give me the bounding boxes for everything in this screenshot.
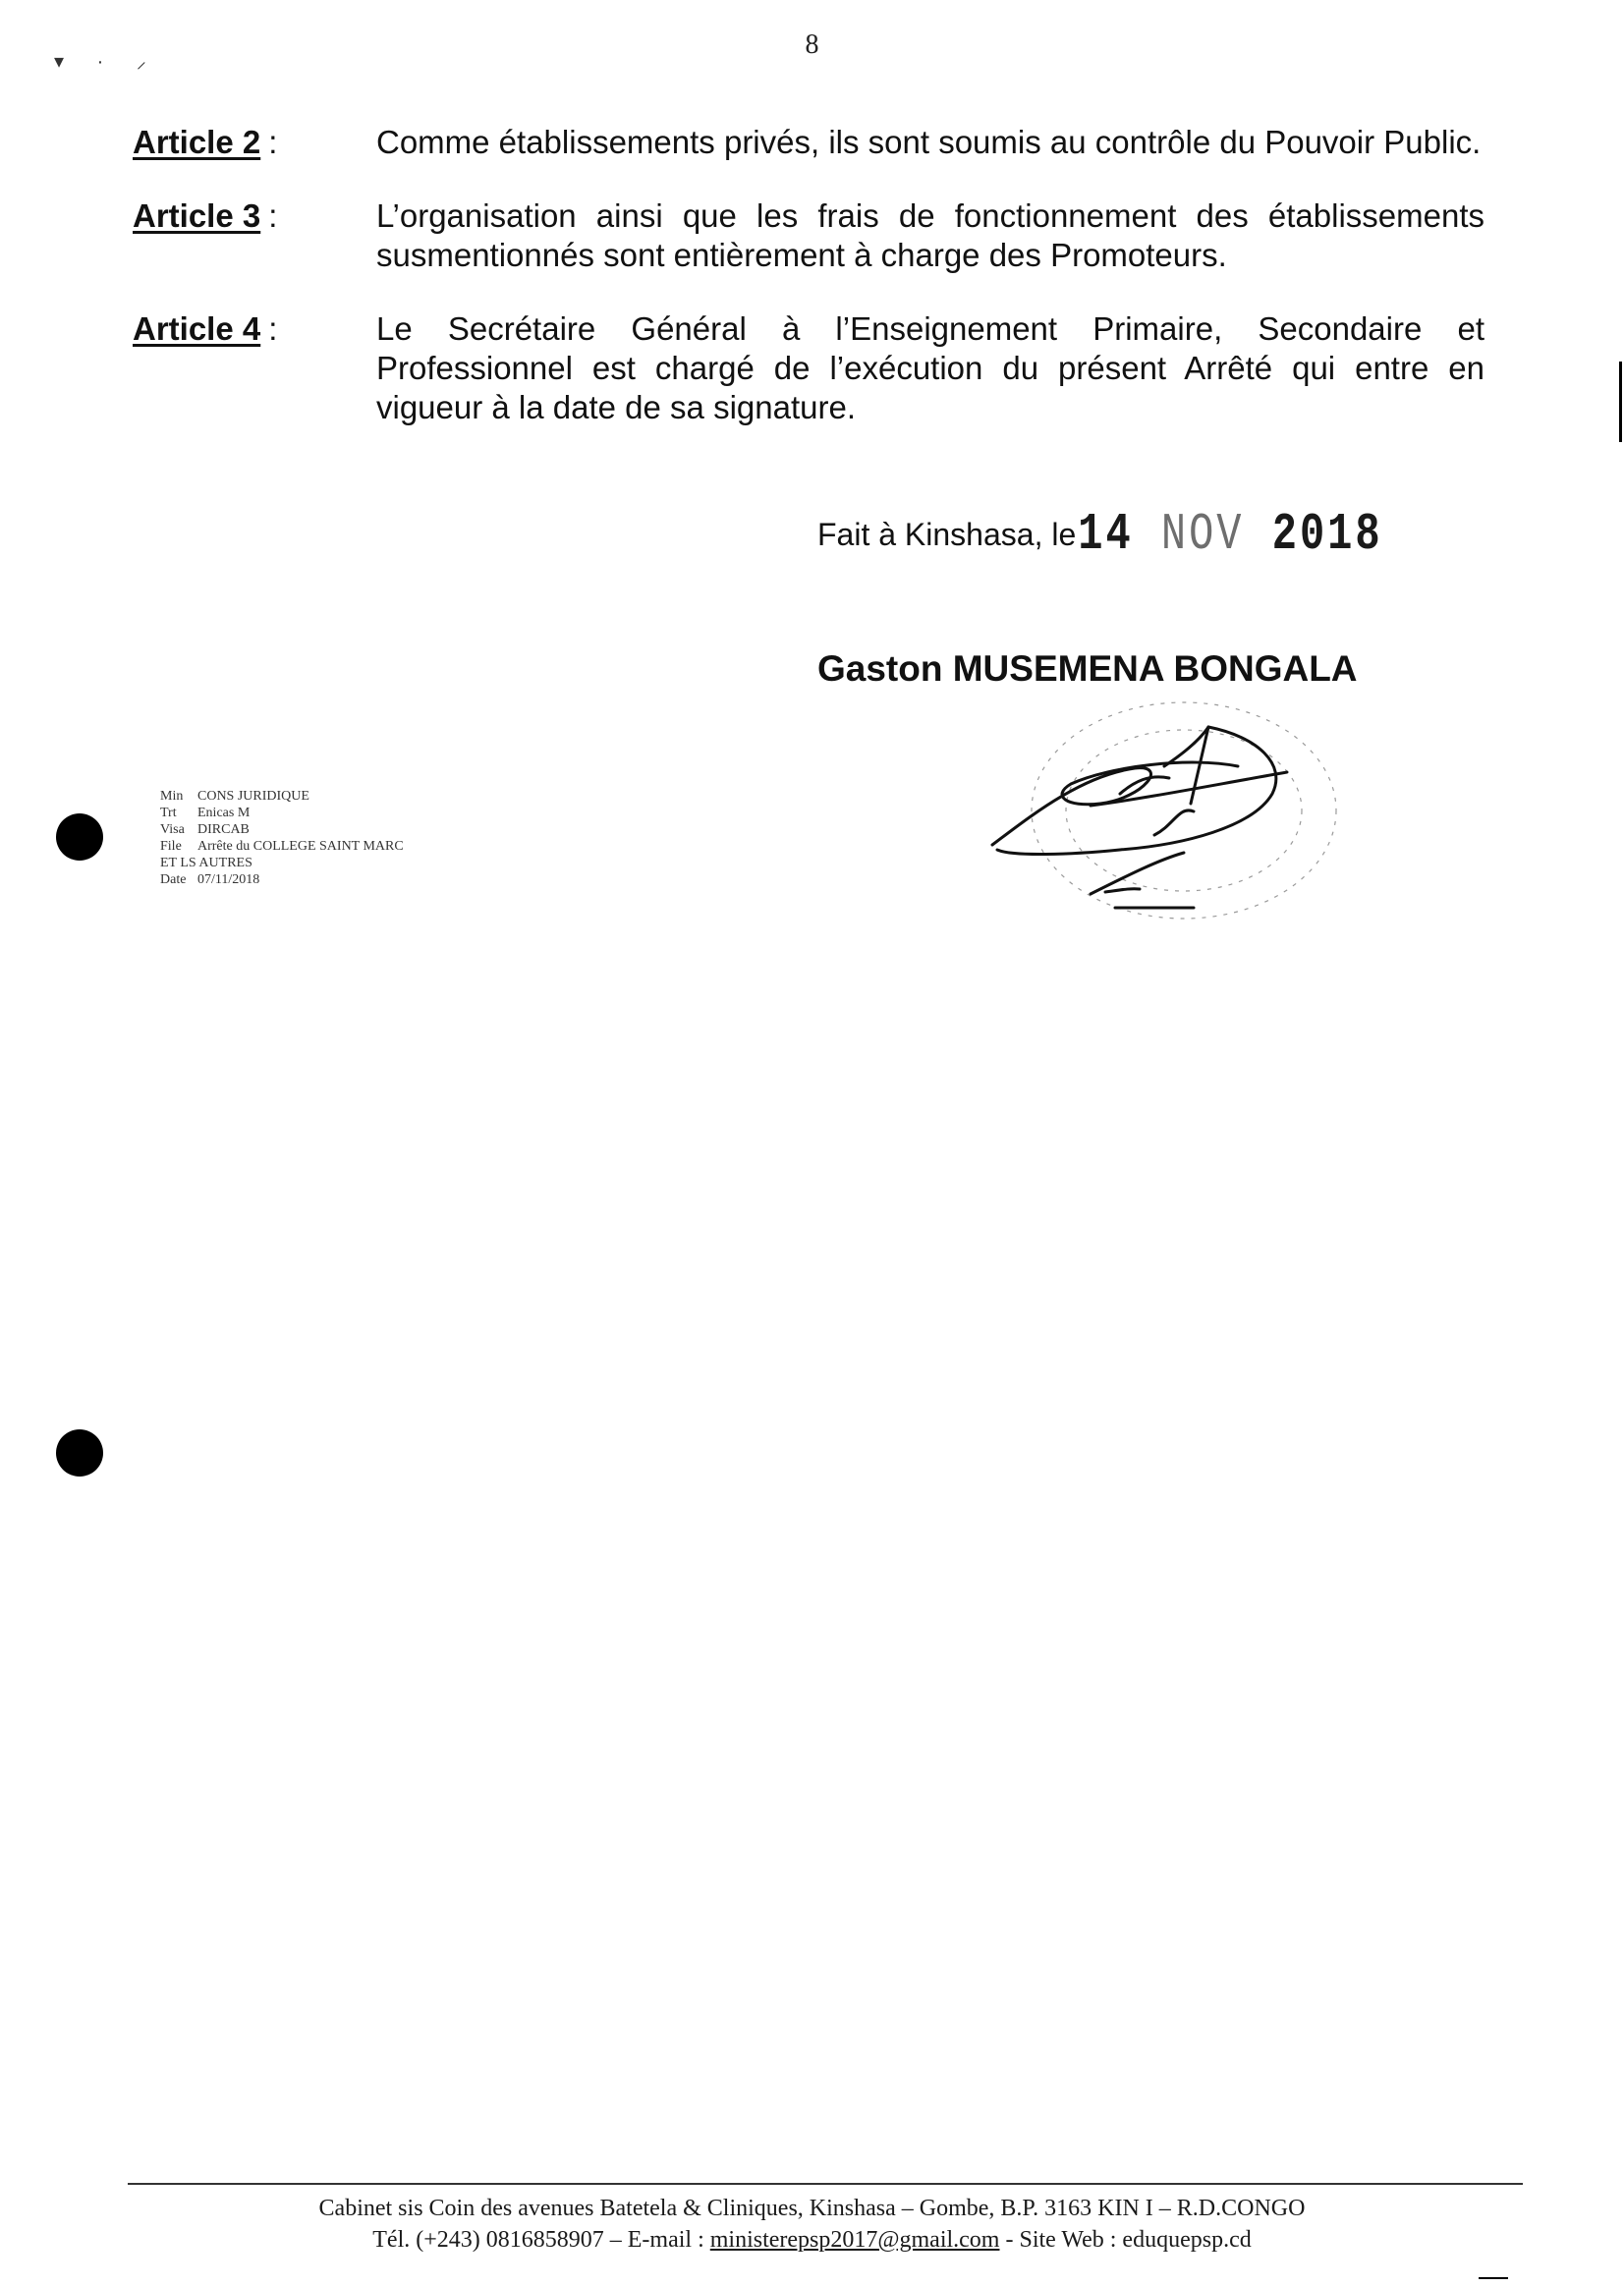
footer-contact: Tél. (+243) 0816858907 – E-mail : ministerepsp2017@gmail.com - Site Web : eduquepsp.cd xyxy=(372,2227,1252,2253)
article-4 xyxy=(133,309,1488,427)
signatory-name: Gaston MUSEMENA BONGALA xyxy=(817,648,1358,689)
punch-hole xyxy=(56,1429,103,1477)
reference-row: Visa DIRCAB xyxy=(160,822,250,837)
date-stamp xyxy=(1078,505,1382,564)
article-label: Article 4 xyxy=(133,310,261,347)
footer-address: Cabinet sis Coin des avenues Batetela & Cliniques, Kinshasa – Gombe, B.P. 3163 KIN I – R.D.CONGO xyxy=(318,2196,1306,2221)
reference-row: ET LS AUTRES xyxy=(160,856,252,870)
footer-rule xyxy=(128,2183,1523,2185)
article-2 xyxy=(133,123,1488,162)
reference-row: Trt Enicas M xyxy=(160,806,251,820)
place-date-line xyxy=(817,505,1383,564)
handwritten-signature xyxy=(973,688,1385,953)
reference-row: Min CONS JURIDIQUE xyxy=(160,789,309,804)
stamp-month: NOV xyxy=(1160,505,1245,564)
signature-strokes xyxy=(992,727,1287,908)
footer-email-link[interactable]: ministerepsp2017@gmail.com xyxy=(709,2227,1000,2253)
article-colon: : xyxy=(268,310,278,347)
article-3 xyxy=(133,196,1488,275)
reference-row: Date 07/11/2018 xyxy=(160,872,260,887)
reference-block xyxy=(160,788,404,888)
article-label: Article 3 xyxy=(133,197,261,234)
article-colon: : xyxy=(268,124,278,160)
footer xyxy=(0,2193,1624,2256)
article-text: Le Secrétaire Général à l’Enseignement Primaire, Secondaire et Professionnel est chargé de l’exécution du présent Arrêté qui entre en vigueur à la date de sa signature. xyxy=(376,310,1484,425)
article-text: Comme établissements privés, ils sont soumis au contrôle du Pouvoir Public. xyxy=(376,124,1482,160)
stamp-year: 2018 xyxy=(1271,505,1383,564)
punch-hole xyxy=(56,813,103,861)
reference-row: File Arrête du COLLEGE SAINT MARC xyxy=(160,839,404,854)
scan-marks: ▾ · ⸝ xyxy=(54,51,160,73)
scan-corner-mark xyxy=(1479,2277,1508,2279)
article-label: Article 2 xyxy=(133,124,261,160)
stamp-day: 14 xyxy=(1078,505,1134,564)
scan-edge-mark xyxy=(1619,362,1622,442)
article-colon: : xyxy=(268,197,278,234)
page-number: 8 xyxy=(805,29,819,60)
place-text: Fait à Kinshasa, le xyxy=(817,517,1077,552)
article-text: L’organisation ainsi que les frais de fonctionnement des établissements susmentionnés sont entièrement à charge des Promoteurs. xyxy=(376,197,1484,273)
